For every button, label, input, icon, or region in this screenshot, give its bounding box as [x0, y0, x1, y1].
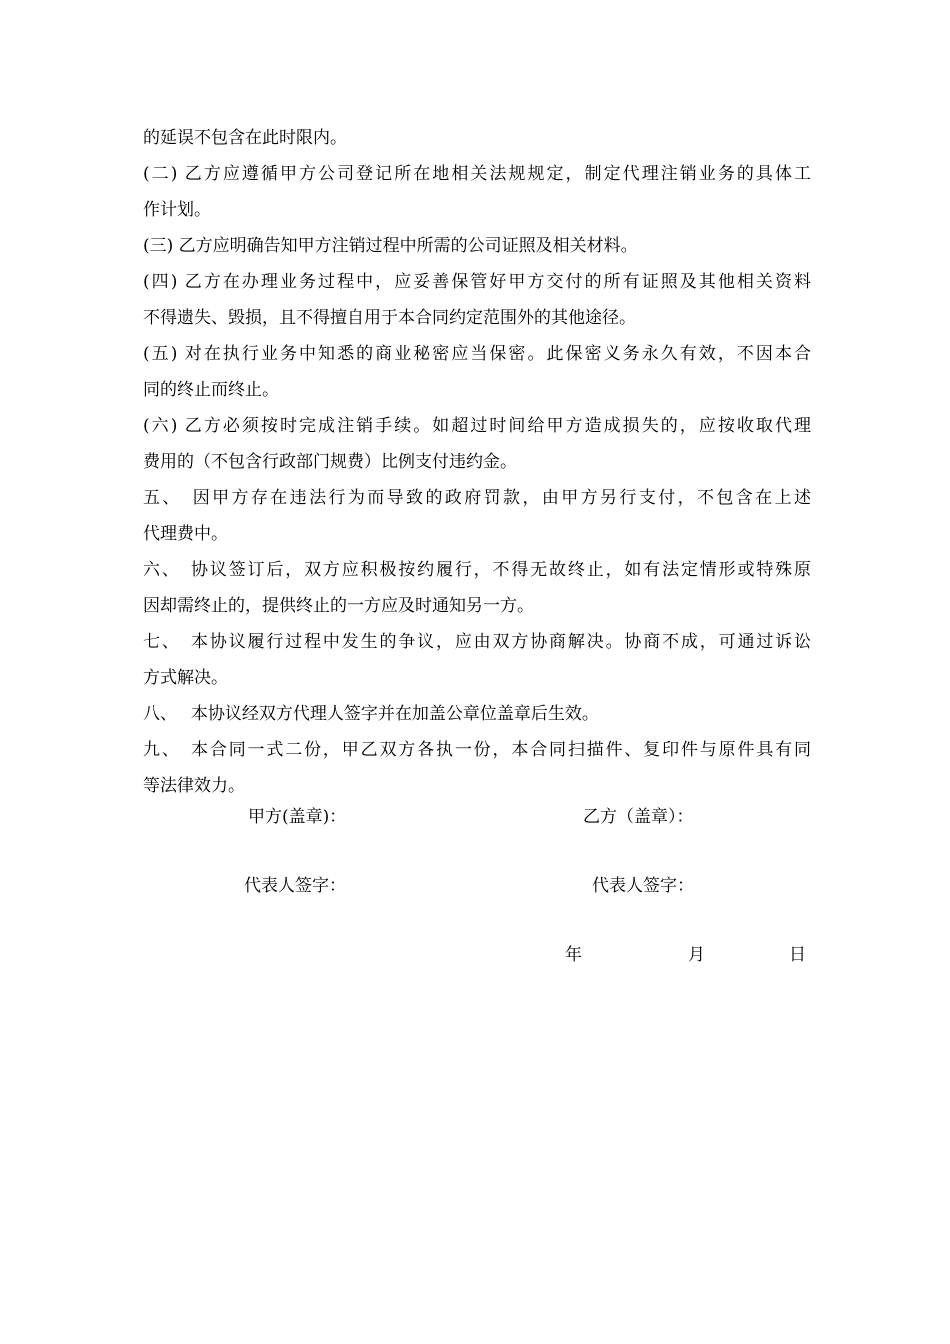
text-line-2: (二) 乙方应遵循甲方公司登记所在地相关法规规定，制定代理注销业务的具体工	[143, 164, 811, 184]
text-line-17: 八、 本协议经双方代理人签字并在加盖公章位盖章后生效。	[143, 704, 599, 724]
text-line-14: 因却需终止的，提供终止的一方应及时通知另一方。	[143, 596, 534, 616]
text-line-13: 六、 协议签订后，双方应积极按约履行，不得无故终止，如有法定情形或特殊原	[143, 560, 811, 580]
party-a-representative-label: 代表人签字：	[244, 876, 346, 896]
date-year-label: 年	[565, 945, 582, 965]
text-line-10: 费用的（不包含行政部门规费）比例支付违约金。	[143, 452, 517, 472]
text-line-9: (六) 乙方必须按时完成注销手续。如超过时间给甲方造成损失的，应按收取代理	[143, 416, 811, 436]
text-line-11: 五、 因甲方存在违法行为而导致的政府罚款，由甲方另行支付，不包含在上述	[143, 488, 811, 508]
text-line-16: 方式解决。	[143, 668, 228, 688]
party-b-seal-label: 乙方（盖章）：	[583, 807, 694, 827]
text-line-3: 作计划。	[143, 200, 211, 220]
text-line-5: (四) 乙方在办理业务过程中，应妥善保管好甲方交付的所有证照及其他相关资料	[143, 272, 811, 292]
party-a-seal-label: 甲方(盖章)：	[248, 807, 347, 827]
text-line-6: 不得遗失、毁损，且不得擅自用于本合同约定范围外的其他途径。	[143, 308, 636, 328]
date-day-label: 日	[789, 945, 806, 965]
party-b-representative-label: 代表人签字：	[592, 876, 694, 896]
date-month-label: 月	[688, 945, 705, 965]
text-line-19: 等法律效力。	[143, 776, 245, 796]
text-line-12: 代理费中。	[143, 524, 228, 544]
text-line-15: 七、 本协议履行过程中发生的争议，应由双方协商解决。协商不成，可通过诉讼	[143, 632, 811, 652]
contract-body	[143, 120, 811, 804]
text-line-7: (五) 对在执行业务中知悉的商业秘密应当保密。此保密义务永久有效，不因本合	[143, 344, 811, 364]
text-line-4: (三) 乙方应明确告知甲方注销过程中所需的公司证照及相关材料。	[143, 236, 638, 256]
text-line-8: 同的终止而终止。	[143, 380, 279, 400]
text-line-18: 九、 本合同一式二份，甲乙双方各执一份，本合同扫描件、复印件与原件具有同	[143, 740, 811, 760]
text-line-1: 的延误不包含在此时限内。	[143, 128, 347, 148]
